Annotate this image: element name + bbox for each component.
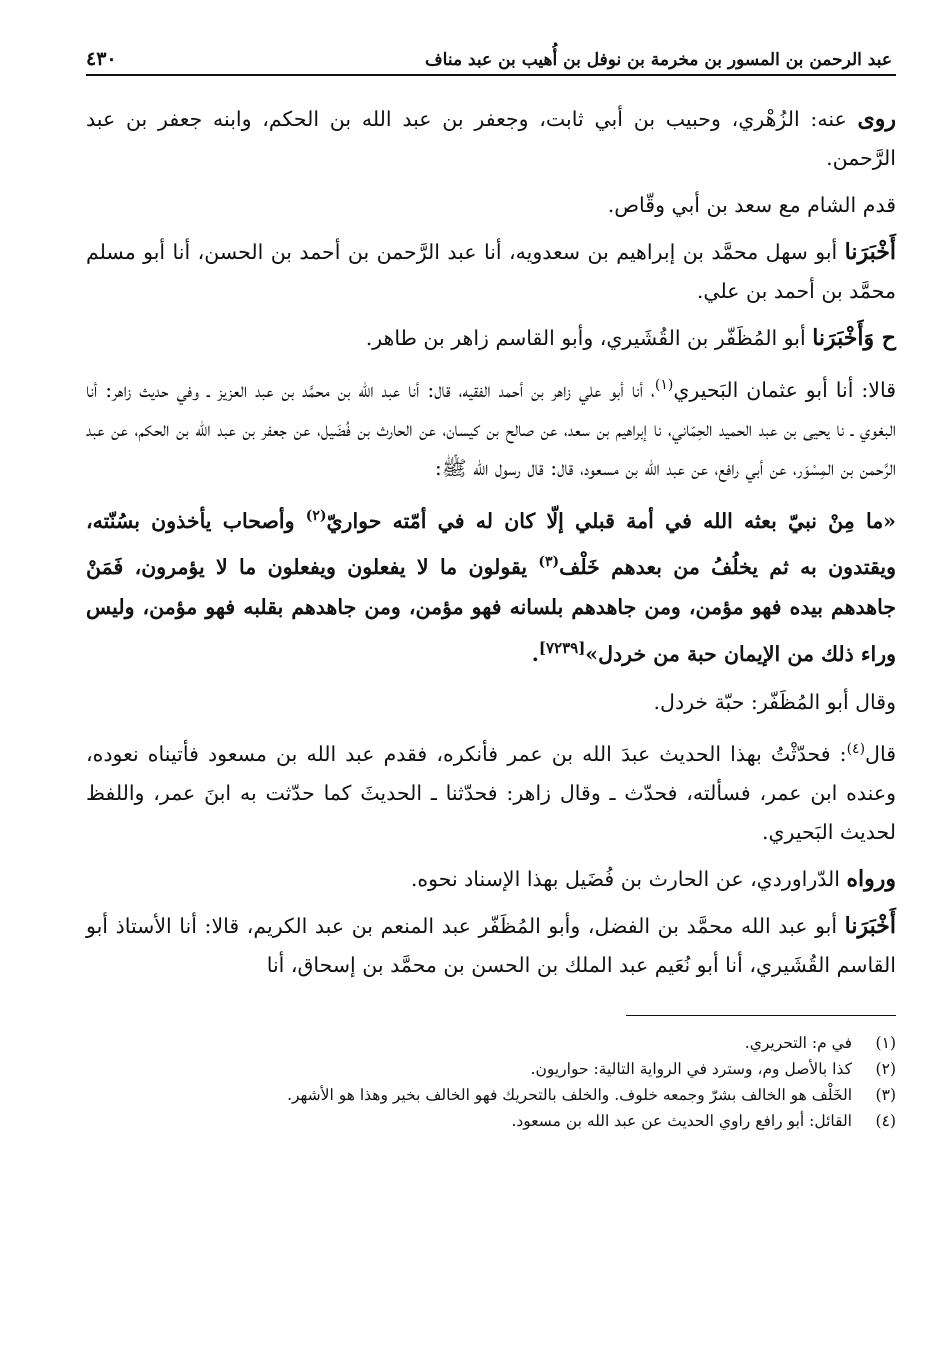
hadith-reference-number: [٧٢٣٩]: [538, 639, 586, 658]
footnote-text: كذا بالأصل وم، وسترد في الرواية التالية: حواريون.: [530, 1060, 852, 1079]
footnote: [86, 1056, 896, 1082]
paragraph-lead-word: ح وَأَخْبَرَنا: [812, 325, 896, 351]
running-title: عبد الرحمن بن المسور بن مخرمة بن نوفل بن أُهيب بن عبد مناف: [425, 50, 892, 70]
paragraph-lead-word: أَخْبَرَنا: [844, 239, 896, 265]
main-text: [86, 100, 896, 985]
hadith-part: وأصحاب يأخذون بسُنّته، ويقتدون به ثم يخلُفُ من بعدهم خَلْف: [86, 508, 896, 579]
paragraph-text: أبو سهل محمَّد بن إبراهيم بن سعدويه، أنا عبد الرَّحمن بن أحمد بن الحسن، أنا أبو مسلم محمَّد بن أحمد بن علي.: [86, 240, 896, 303]
footnote-text: في م: التحريري.: [744, 1034, 852, 1053]
page-header: [86, 48, 896, 76]
paragraph-text: قال: [865, 742, 896, 767]
paragraph-text: الدّراوردي، عن الحارث بن فُضَيل بهذا الإسناد نحوه.: [410, 867, 847, 892]
paragraph-chain: [86, 366, 896, 488]
paragraph-isnad-2: [86, 319, 896, 358]
hadith-part: «ما مِنْ نبيّ بعثه الله في أمة قبلي إلّا كان له في أمّته حواريّ: [326, 508, 896, 533]
paragraph-text: عنه: الزُهْري، وحبيب بن أبي ثابت، وجعفر بن عبد الله بن الحكم، وابنه جعفر بن عبد الرَّحمن.: [86, 107, 896, 170]
hadith-text: [86, 496, 896, 675]
paragraph-text: أبو المُظَفّر بن القُشَيري، وأبو القاسم زاهر بن طاهر.: [365, 326, 813, 350]
paragraph-isnad-1: [86, 233, 896, 311]
paragraph-mustard: [86, 683, 896, 722]
footnote-marker: (٤): [846, 741, 866, 758]
footnote: [86, 1030, 896, 1056]
paragraph-text: ، أنا أبو علي زاهر بن أحمد الفقيه، قال: أنا عبد الله بن محمَّد بن عبد العزيز ـ وفي حديث زاهر: أنا البغوي ـ نا يحيى بن عبد الحميد الحِمّاني، نا إبراهيم بن سعد، عن صالح بن كيسان، عن الحارث بن فُضَيل، عن جعفر بن عبد الله بن الحكم، عن عبد الرَّحمن بن المِسْوَر، عن أبي رافع، عن عبد الله بن مسعود، قال: قال رسول الله ﷺ:: [86, 377, 896, 480]
paragraph-text: وقال أبو المُظَفّر: حبّة خردل.: [653, 690, 896, 715]
paragraph-lead-word: أَخْبَرَنا: [844, 913, 896, 940]
footnote: [86, 1108, 896, 1134]
paragraph-lead-word: روى: [857, 106, 896, 132]
paragraph-isnad-3: [86, 907, 896, 985]
paragraph-lead-word: ورواه: [846, 866, 896, 893]
hadith-part: يقولون ما لا يفعلون ويفعلون ما لا يؤمرون، فَمَنْ جاهدهم بيده فهو مؤمن، ومن جاهدهم بلسانه فهو مؤمن، ومن جاهدهم بقلبه فهو مؤمن، وليس وراء ذلك من الإيمان حبة من خردل»: [86, 554, 896, 667]
paragraph-narrators: [86, 100, 896, 178]
footnote-marker: (١): [654, 377, 674, 393]
paragraph-text: قدم الشام مع سعد بن أبي وقّاص.: [607, 193, 896, 217]
paragraph-text: قالا: أنا أبو عثمان البَحيري: [673, 377, 896, 402]
paragraph-text: : فحدّثْتُ بهذا الحديث عبدَ الله بن عمر فأنكره، فقدم عبد الله بن مسعود فأتيناه نعوده، وعنده ابن عمر، فسألته، فحدّث ـ وقال زاهر: فحدّثنا ـ الحديثَ كما حدّثت به ابنَ عمر، واللفظ لحديث البَحيري.: [86, 742, 896, 845]
footnote-number: (٤): [875, 1112, 896, 1131]
page-number: ٤٣٠: [86, 48, 117, 70]
hadith-end: .: [531, 642, 539, 667]
paragraph-text: أبو عبد الله محمَّد بن الفضل، وأبو المُظَفّر عبد المنعم بن عبد الكريم، قالا: أنا الأستاذ أبو القاسم القُشَيري، أنا أبو نُعَيم عبد الملك بن الحسن بن محمَّد بن إسحاق، أنا: [86, 914, 896, 978]
footnote-text: القائل: أبو رافع راوي الحديث عن عبد الله بن مسعود.: [511, 1112, 852, 1131]
paragraph-darawardi: [86, 860, 896, 899]
paragraph-story: [86, 730, 896, 852]
footnote-separator-wrap: [86, 1015, 896, 1016]
paragraph-sham: [86, 186, 896, 225]
footnote-marker: (٢): [305, 507, 327, 524]
footnote-separator: [626, 1015, 896, 1016]
footnote: [86, 1082, 896, 1108]
footnote-number: (٢): [875, 1060, 896, 1079]
footnote-number: (١): [875, 1034, 896, 1053]
footnotes: [86, 1030, 896, 1134]
footnote-marker: (٣): [538, 553, 560, 570]
footnote-text: الخَلْف هو الخالف بشرّ وجمعه خلوف. والخلف بالتحريك فهو الخالف بخير وهذا هو الأشهر.: [287, 1086, 852, 1105]
footnote-number: (٣): [875, 1086, 896, 1105]
